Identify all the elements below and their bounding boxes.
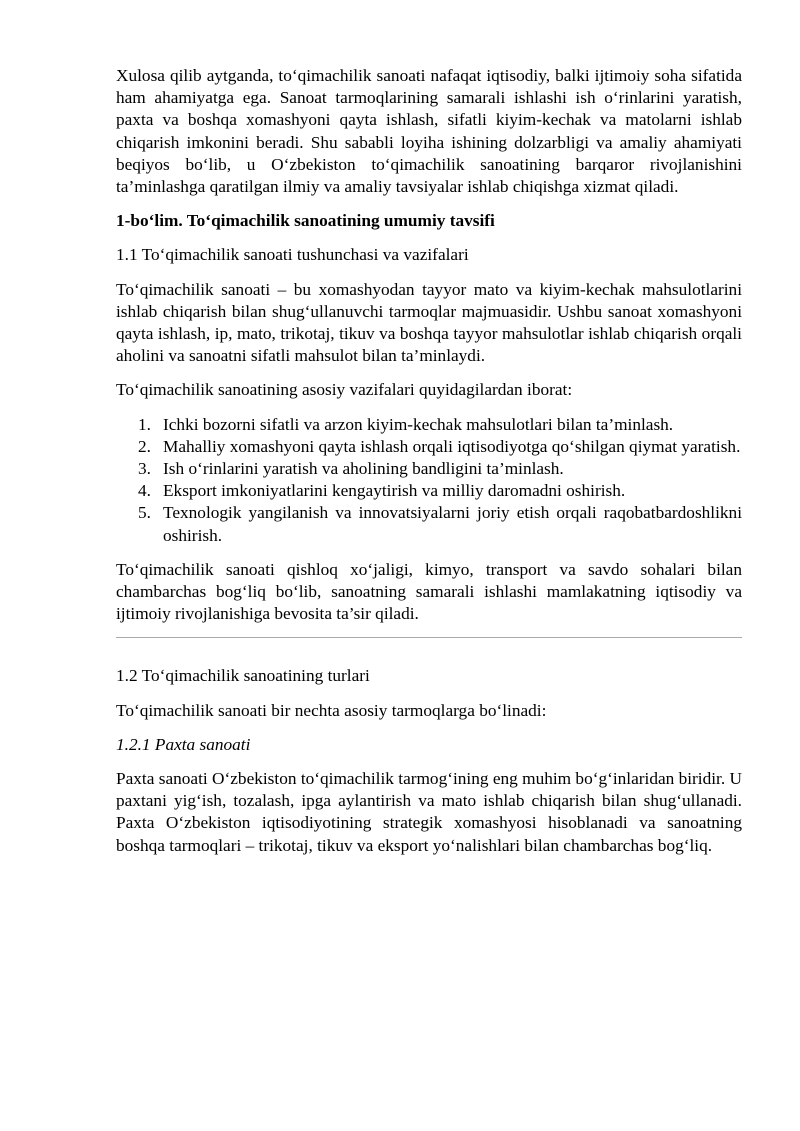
list-item-number: 1. bbox=[138, 414, 151, 434]
subsection-title-1-2: 1.2 To‘qimachilik sanoatining turlari bbox=[116, 666, 370, 686]
intro-paragraph: Xulosa qilib aytganda, to‘qimachilik sanoati nafaqat iqtisodiy, balki ijtimoiy soha sifatida ham ahamiyatga ega. Sanoat tarmoqlarining samarali ishlashi ish o‘rinlarini yaratish, paxta va boshqa xomashyoni qayta ishlash, sifatli kiyim-kechak va matolarni ishlab chiqarish imkonini beradi. Shu sababli loyiha ishining dolzarbligi va amaliy ahamiyati beqiyos bo‘lib, u O‘zbekiston to‘qimachilik sanoatining barqaror rivojlanishini ta’minlashga qaratilgan ilmiy va amaliy tavsiyalar ishlab chiqishga xizmat qiladi. bbox=[116, 66, 742, 197]
list-item-number: 2. bbox=[138, 436, 151, 456]
list-item-text: Ichki bozorni sifatli va arzon kiyim-kechak mahsulotlari bilan ta’minlash. bbox=[163, 414, 674, 434]
tasks-list bbox=[116, 414, 742, 547]
list-item bbox=[116, 502, 742, 546]
subsection-title-1-1: 1.1 To‘qimachilik sanoati tushunchasi va vazifalari bbox=[116, 245, 469, 265]
list-item-text: Texnologik yangilanish va innovatsiyalarni joriy etish orqali raqobatbardoshlikni oshirish. bbox=[163, 503, 742, 545]
cotton-paragraph: Paxta sanoati O‘zbekiston to‘qimachilik tarmog‘ining eng muhim bo‘g‘inlaridan biridir. U paxtani yig‘ish, tozalash, ipga aylantirish va mato ishlab chiqarish bilan shug‘ullanadi. Paxta O‘zbekiston iqtisodiyotining strategik xomashyosi hisoblanadi va sanoatning boshqa tarmoqlari – trikotaj, tikuv va eksport yo‘nalishlari bilan chambarchas bog‘liq. bbox=[116, 769, 742, 855]
list-item bbox=[116, 480, 742, 502]
list-item-text: Eksport imkoniyatlarini kengaytirish va milliy daromadni oshirish. bbox=[163, 481, 626, 501]
list-item-number: 5. bbox=[138, 503, 151, 523]
definition-paragraph: To‘qimachilik sanoati – bu xomashyodan tayyor mato va kiyim-kechak mahsulotlarini ishlab chiqarish bilan shug‘ullanuvchi tarmoqlar majmuasidir. Ushbu sanoat xomashyoni qayta ishlash, ip, mato, trikotaj, tikuv va boshqa tayyor mahsulotlar ishlab chiqarish orqali aholini va sanoatni sifatli mahsulot bilan ta’minlaydi. bbox=[116, 279, 742, 366]
list-item-number: 3. bbox=[138, 459, 151, 479]
list-item bbox=[116, 414, 742, 436]
document-page bbox=[116, 65, 742, 869]
list-item-text: Ish o‘rinlarini yaratish va aholining bandligini ta’minlash. bbox=[163, 459, 564, 479]
list-item bbox=[116, 458, 742, 480]
list-item bbox=[116, 436, 742, 458]
types-intro: To‘qimachilik sanoati bir nechta asosiy tarmoqlarga bo‘linadi: bbox=[116, 700, 547, 720]
tasks-intro: To‘qimachilik sanoatining asosiy vazifalari quyidagilardan iborat: bbox=[116, 380, 573, 400]
section-title: 1-bo‘lim. To‘qimachilik sanoatining umumiy tavsifi bbox=[116, 211, 495, 231]
list-item-number: 4. bbox=[138, 481, 151, 501]
section-divider bbox=[116, 637, 742, 638]
subsection-title-1-2-1: 1.2.1 Paxta sanoati bbox=[116, 734, 251, 754]
list-item-text: Mahalliy xomashyoni qayta ishlash orqali iqtisodiyotga qo‘shilgan qiymat yaratish. bbox=[163, 436, 741, 456]
relations-paragraph: To‘qimachilik sanoati qishloq xo‘jaligi, kimyo, transport va savdo sohalari bilan chambarchas bog‘liq bo‘lib, sanoatning samarali ishlashi mamlakatning iqtisodiy va ijtimoiy rivojlanishiga bevosita ta’sir qiladi. bbox=[116, 559, 742, 624]
